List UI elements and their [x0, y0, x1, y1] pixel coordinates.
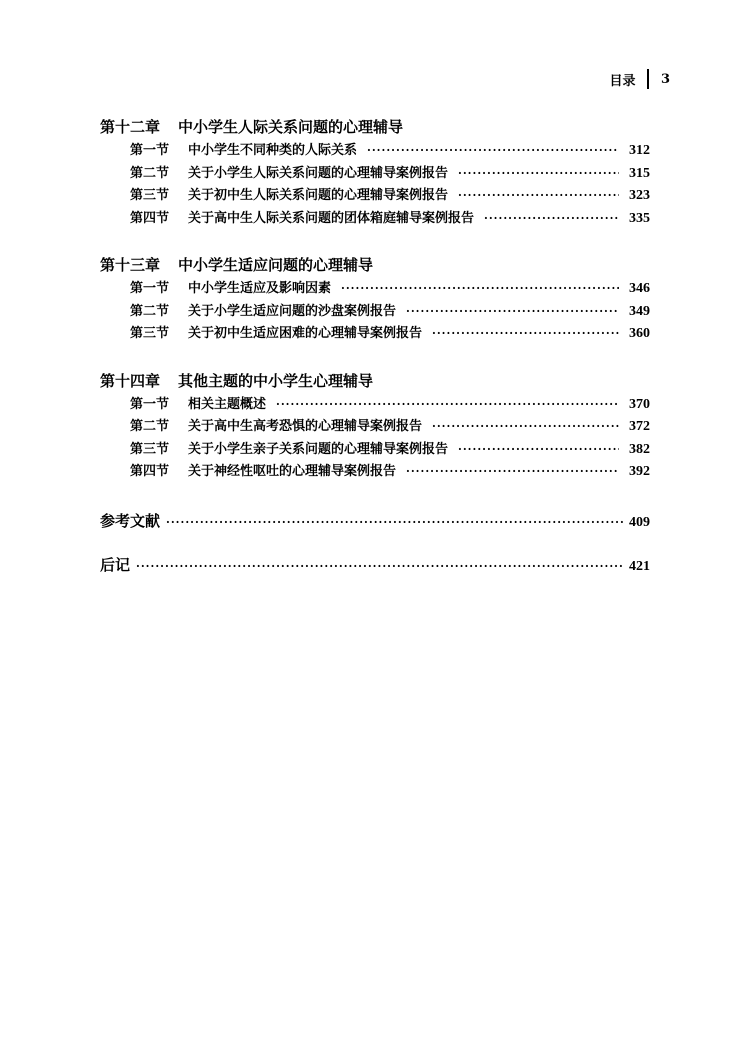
chapter-title: 中小学生适应问题的心理辅导 — [178, 256, 374, 274]
toc-entry[interactable] — [100, 439, 650, 462]
chapter-title: 中小学生人际关系问题的心理辅导 — [178, 118, 404, 136]
page-number: 409 — [629, 514, 650, 530]
leader-dots — [276, 394, 619, 417]
section-title: 关于初中生适应困难的心理辅导案例报告 — [188, 326, 423, 341]
section-title: 关于初中生人际关系问题的心理辅导案例报告 — [188, 188, 449, 203]
chapter-number: 第十二章 — [100, 118, 161, 136]
page-number: 392 — [629, 464, 650, 479]
page-number: 372 — [629, 419, 650, 434]
chapter-13 — [100, 255, 650, 346]
toc-entry[interactable] — [100, 140, 650, 163]
section-label: 第二节 — [130, 303, 170, 319]
section-title: 关于小学生人际关系问题的心理辅导案例报告 — [188, 165, 449, 181]
toc-entry[interactable] — [100, 185, 650, 208]
leader-dots — [136, 555, 623, 579]
leader-dots — [458, 439, 619, 462]
section-title: 关于神经性呕吐的心理辅导案例报告 — [188, 464, 397, 479]
leader-dots — [166, 511, 623, 535]
chapter-heading[interactable] — [100, 371, 650, 391]
section-label: 第二节 — [130, 165, 170, 181]
chapter-14 — [100, 371, 650, 484]
toc-entry[interactable] — [100, 301, 650, 324]
leader-dots — [484, 208, 619, 231]
section-title: 关于高中生人际关系问题的团体箱庭辅导案例报告 — [188, 210, 475, 226]
references-title: 参考文献 — [100, 511, 161, 530]
section-label: 第四节 — [130, 464, 170, 479]
section-title: 相关主题概述 — [188, 396, 267, 412]
section-title: 关于小学生适应问题的沙盘案例报告 — [188, 303, 397, 319]
running-header — [609, 68, 670, 90]
section-label: 第三节 — [130, 326, 170, 341]
page-number: 312 — [629, 143, 650, 158]
references-entry[interactable] — [100, 509, 650, 533]
section-title: 关于高中生高考恐惧的心理辅导案例报告 — [188, 419, 423, 434]
chapter-title: 其他主题的中小学生心理辅导 — [178, 371, 374, 390]
leader-dots — [367, 140, 619, 163]
leader-dots — [406, 301, 619, 324]
section-title: 中小学生适应及影响因素 — [188, 281, 332, 296]
header-divider — [647, 69, 649, 89]
leader-dots — [458, 185, 619, 208]
toc-entry[interactable] — [100, 394, 650, 417]
page-number: 323 — [629, 188, 650, 203]
section-label: 第三节 — [130, 441, 170, 457]
chapter-number: 第十四章 — [100, 371, 161, 390]
page-number: 382 — [629, 441, 650, 457]
page-number: 315 — [629, 165, 650, 181]
chapter-heading[interactable] — [100, 117, 650, 137]
toc-entry[interactable] — [100, 461, 650, 484]
section-title: 中小学生不同种类的人际关系 — [188, 143, 358, 158]
page-number: 346 — [629, 281, 650, 296]
section-label: 第四节 — [130, 210, 170, 226]
section-title: 关于小学生亲子关系问题的心理辅导案例报告 — [188, 441, 449, 457]
section-label: 第一节 — [130, 143, 170, 158]
leader-dots — [406, 461, 619, 484]
chapter-number: 第十三章 — [100, 256, 161, 274]
afterword-entry[interactable] — [100, 553, 650, 577]
section-label: 第二节 — [130, 419, 170, 434]
page-number: 370 — [629, 396, 650, 412]
page-number: 335 — [629, 210, 650, 226]
page-number: 421 — [629, 558, 650, 574]
header-page-number: 3 — [660, 71, 670, 87]
toc-entry[interactable] — [100, 416, 650, 439]
toc-entry[interactable] — [100, 278, 650, 301]
afterword-title: 后记 — [100, 555, 131, 574]
page-number: 349 — [629, 303, 650, 319]
toc-entry[interactable] — [100, 208, 650, 231]
toc-entry[interactable] — [100, 163, 650, 186]
section-label: 第一节 — [130, 396, 170, 412]
leader-dots — [432, 323, 619, 346]
leader-dots — [341, 278, 619, 301]
section-label: 第一节 — [130, 281, 170, 296]
section-label: 第三节 — [130, 188, 170, 203]
leader-dots — [432, 416, 619, 439]
chapter-heading[interactable] — [100, 255, 650, 275]
header-title: 目录 — [609, 73, 636, 89]
table-of-contents — [100, 117, 650, 597]
leader-dots — [458, 163, 619, 186]
chapter-12 — [100, 117, 650, 230]
toc-entry[interactable] — [100, 323, 650, 346]
page-number: 360 — [629, 326, 650, 341]
